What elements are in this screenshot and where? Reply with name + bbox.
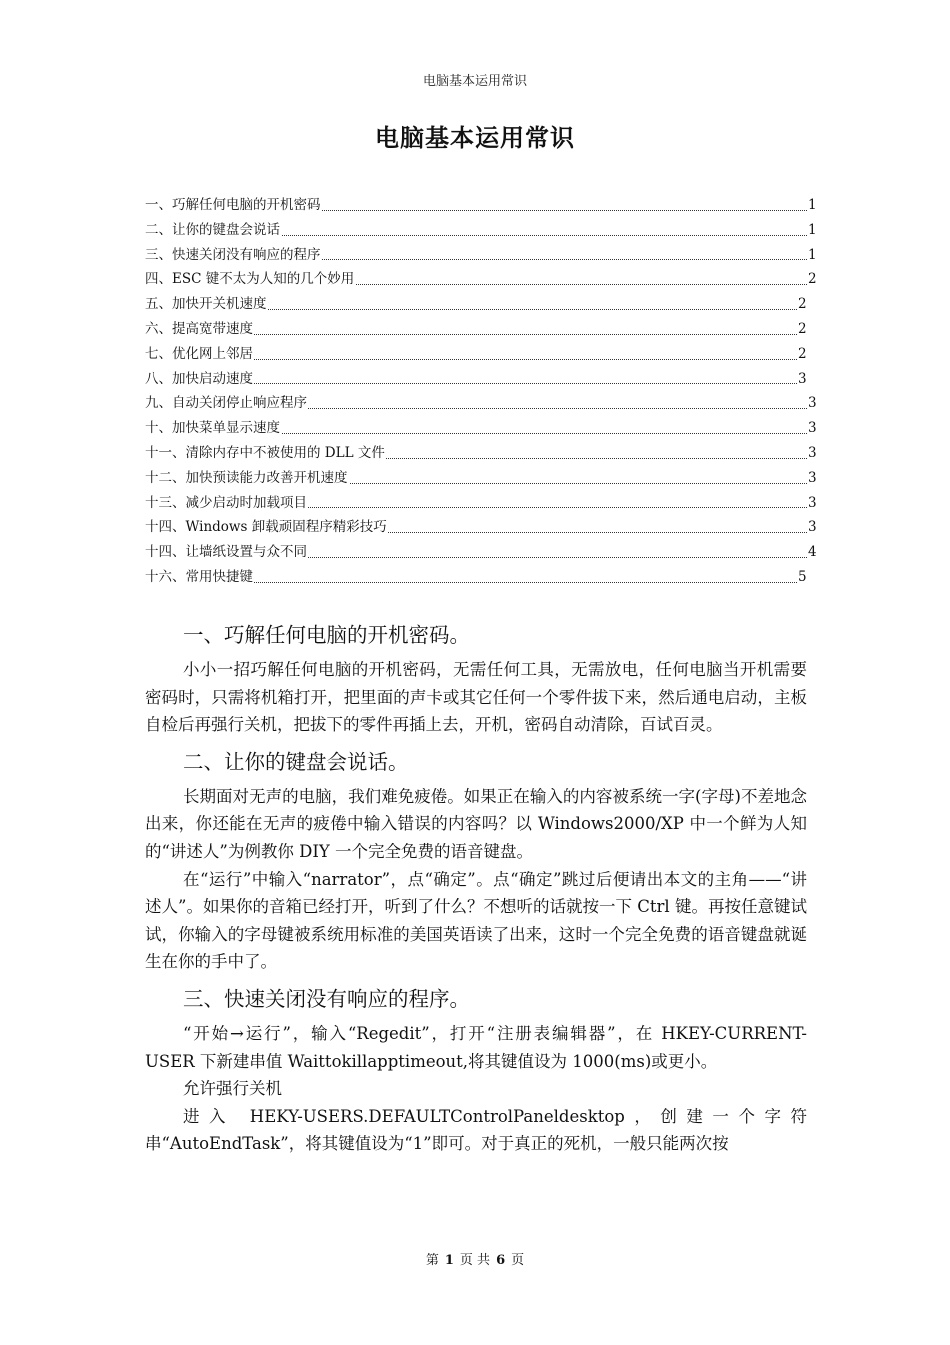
toc-entry[interactable] bbox=[145, 218, 815, 243]
toc-entry[interactable] bbox=[145, 391, 815, 416]
toc-entry[interactable] bbox=[145, 565, 815, 590]
toc-entry[interactable] bbox=[145, 292, 815, 317]
footer-middle: 页 共 bbox=[459, 1253, 491, 1268]
toc-entry[interactable] bbox=[145, 540, 815, 565]
toc-entry-page: 2 bbox=[807, 267, 817, 292]
toc-entry-page: 3 bbox=[807, 515, 817, 540]
toc-entry-label: 六、提高宽带速度 bbox=[145, 320, 253, 337]
toc-entry-label: 十、加快菜单显示速度 bbox=[145, 420, 280, 437]
toc-entry-page: 3 bbox=[807, 391, 817, 416]
toc-entry[interactable] bbox=[145, 267, 815, 292]
toc-entry[interactable] bbox=[145, 193, 815, 218]
section-3-subheading: 允许强行关机 bbox=[183, 1079, 282, 1099]
toc-entry-label: 十四、让墙纸设置与众不同 bbox=[145, 544, 307, 561]
toc-entry-label: 十三、减少启动时加载项目 bbox=[145, 494, 307, 511]
section-1-paragraph: 小小一招巧解任何电脑的开机密码，无需任何工具，无需放电，任何电脑当开机需要密码时，只需将机箱打开，把里面的声卡或其它任何一个零件拔下来，然后通电启动，主板自检后再强行关机，把拔下的零件再插上去，开机，密码自动清除，百试百灵。 bbox=[145, 660, 807, 735]
footer-prefix: 第 bbox=[425, 1253, 439, 1268]
toc-entry-label: 十六、常用快捷键 bbox=[145, 568, 253, 585]
toc-entry-label: 九、自动关闭停止响应程序 bbox=[145, 395, 307, 412]
toc-entry-label: 八、加快启动速度 bbox=[145, 370, 253, 387]
section-2-paragraph-2: 在“运行”中输入“narrator”，点“确定”。点“确定”跳过后便请出本文的主角——“讲述人”。如果你的音箱已经打开，听到了什么？不想听的话就按一下 Ctrl 键。再按任意键试试，你输入的字母键被系统用标准的美国英语读了出来，这时一个完全免费的语音键盘就诞生在你的手中了。 bbox=[145, 869, 807, 972]
document-body bbox=[145, 618, 807, 1158]
document-title: 电脑基本运用常识 bbox=[375, 123, 575, 152]
toc-entry-page: 3 bbox=[797, 367, 807, 392]
page-footer bbox=[0, 1249, 950, 1268]
toc-entry-label: 四、ESC 键不太为人知的几个妙用 bbox=[145, 271, 355, 288]
toc-entry-page: 5 bbox=[797, 565, 807, 590]
toc-entry-page: 3 bbox=[807, 441, 817, 466]
toc-entry[interactable] bbox=[145, 342, 815, 367]
running-header: 电脑基本运用常识 bbox=[422, 74, 527, 89]
toc-entry[interactable] bbox=[145, 317, 815, 342]
toc-entry-page: 3 bbox=[807, 466, 817, 491]
toc-entry[interactable] bbox=[145, 515, 815, 540]
toc-entry[interactable] bbox=[145, 491, 815, 516]
section-3-paragraph-1: “开始→运行”，输入“Regedit”，打开“注册表编辑器”，在 HKEY-CURRENT-USER 下新建串值 Waittokillapptimeout,将其键值设为 1000(ms)或更小。 bbox=[145, 1023, 807, 1071]
section-heading-2: 二、让你的键盘会说话。 bbox=[183, 749, 409, 774]
toc-entry[interactable] bbox=[145, 367, 815, 392]
toc-entry-page: 2 bbox=[797, 317, 807, 342]
section-heading-3: 三、快速关闭没有响应的程序。 bbox=[183, 986, 470, 1011]
section-2-paragraph-1: 长期面对无声的电脑，我们难免疲倦。如果正在输入的内容被系统一字(字母)不差地念出来，你还能在无声的疲倦中输入错误的内容吗？以 Windows2000/XP 中一个鲜为人知的“讲述人”为例教你 DIY 一个完全免费的语音键盘。 bbox=[145, 786, 807, 861]
toc-entry-page: 2 bbox=[797, 292, 807, 317]
toc-entry-label: 三、快速关闭没有响应的程序 bbox=[145, 246, 321, 263]
toc-entry-page: 3 bbox=[807, 416, 817, 441]
table-of-contents bbox=[145, 193, 815, 590]
toc-entry-page: 4 bbox=[807, 540, 817, 565]
toc-entry-page: 1 bbox=[807, 218, 817, 243]
toc-entry-label: 十一、清除内存中不被使用的 DLL 文件 bbox=[145, 444, 385, 461]
toc-entry-label: 五、加快开关机速度 bbox=[145, 296, 267, 313]
footer-current-page: 1 bbox=[444, 1253, 454, 1268]
toc-entry-page: 2 bbox=[797, 342, 807, 367]
toc-entry-label: 十二、加快预读能力改善开机速度 bbox=[145, 469, 348, 486]
toc-entry[interactable] bbox=[145, 243, 815, 268]
toc-entry[interactable] bbox=[145, 466, 815, 491]
toc-entry-label: 七、优化网上邻居 bbox=[145, 345, 253, 362]
toc-entry-label: 一、巧解任何电脑的开机密码 bbox=[145, 197, 321, 213]
toc-entry-page: 3 bbox=[807, 491, 817, 516]
toc-entry[interactable] bbox=[145, 416, 815, 441]
toc-entry[interactable] bbox=[145, 441, 815, 466]
footer-suffix: 页 bbox=[511, 1253, 525, 1268]
section-3-paragraph-2: 进入 HEKY-USERS.DEFAULTControlPaneldesktop，创建一个字符串“AutoEndTask”，将其键值设为“1”即可。对于真正的死机，一般只能两次按 bbox=[145, 1106, 807, 1154]
toc-entry-page: 1 bbox=[807, 243, 817, 268]
toc-entry-page: 1 bbox=[807, 193, 817, 218]
section-heading-1: 一、巧解任何电脑的开机密码。 bbox=[183, 623, 470, 647]
toc-entry-label: 二、让你的键盘会说话 bbox=[145, 221, 280, 238]
toc-entry-label: 十四、Windows 卸载顽固程序精彩技巧 bbox=[145, 519, 387, 536]
footer-total-pages: 6 bbox=[496, 1253, 506, 1268]
